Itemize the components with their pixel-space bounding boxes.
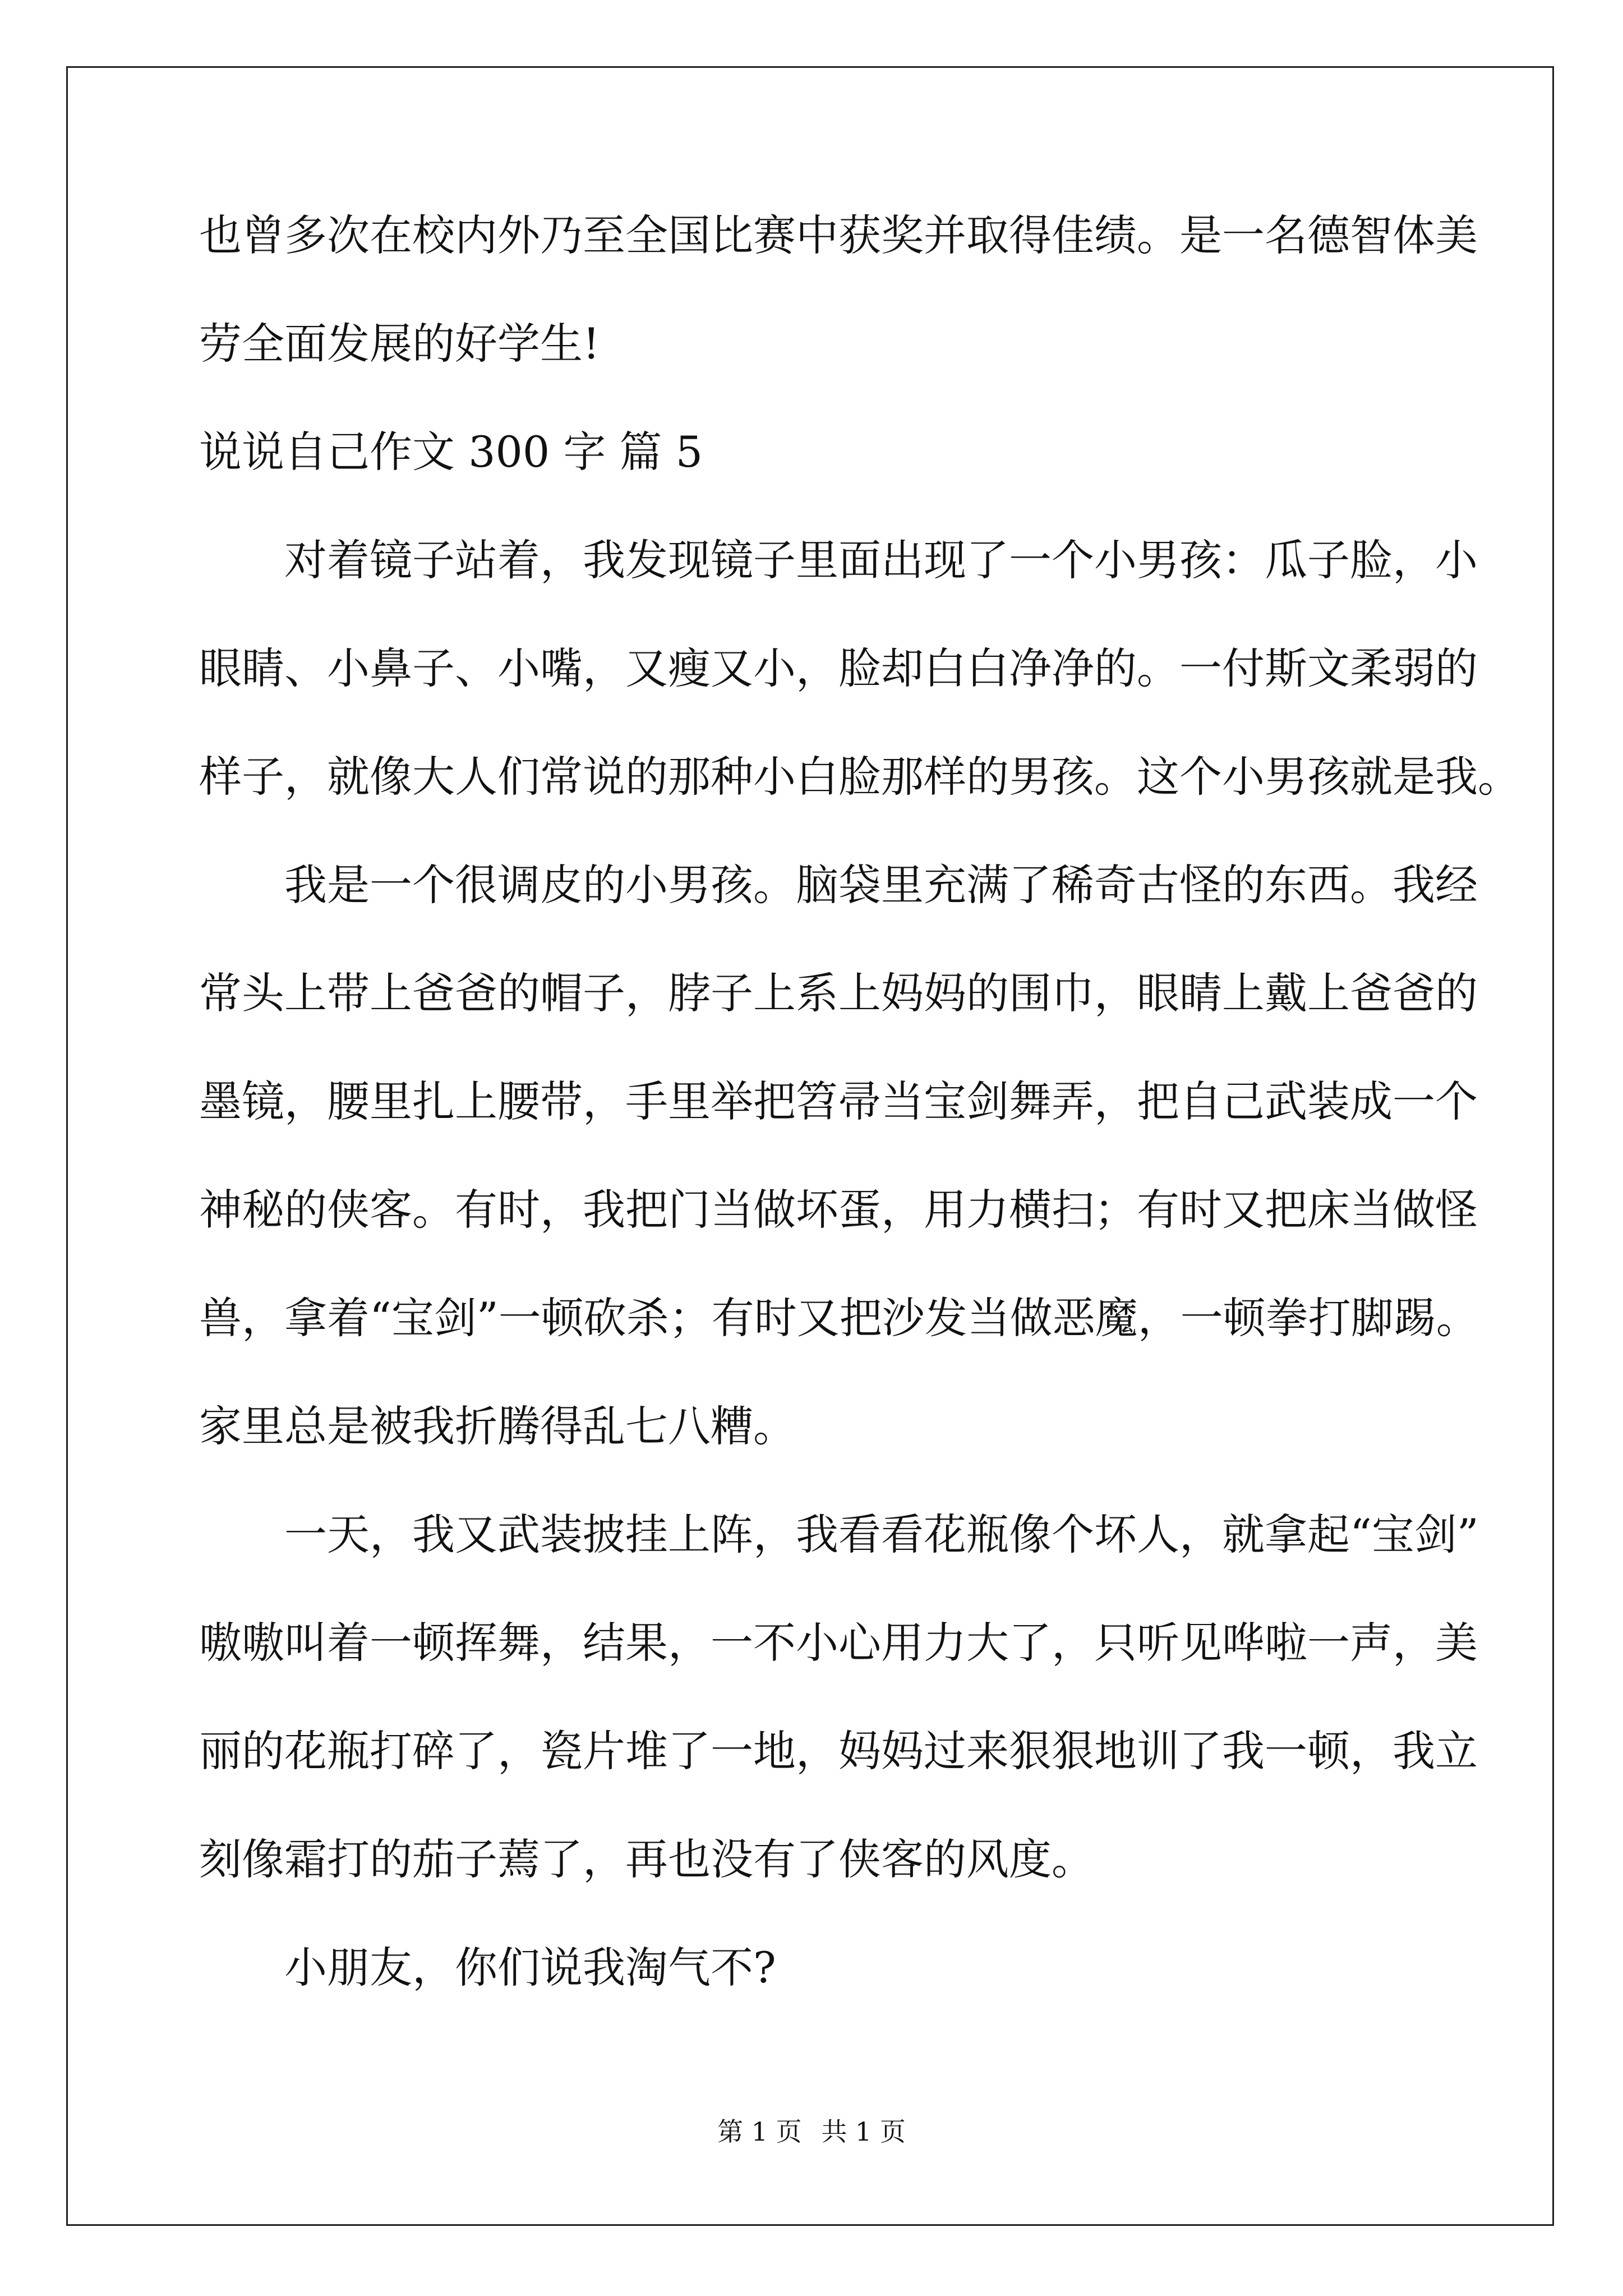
text-line: 劳全面发展的好学生! xyxy=(199,319,600,369)
text-line: 家里总是被我折腾得乱七八糟。 xyxy=(199,1401,796,1451)
text-line: 眼睛、小鼻子、小嘴，又瘦又小，脸却白白净净的。一付斯文柔弱的 xyxy=(199,643,1478,693)
text-line: 嗷嗷叫着一顿挥舞，结果，一不小心用力大了，只听见哗啦一声，美 xyxy=(199,1618,1478,1668)
paragraph-start-line: 一天，我又武装披挂上阵，我看看花瓶像个坏人，就拿起“宝剑” xyxy=(284,1510,1479,1559)
section-heading: 说说自己作文 300 字 篇 5 xyxy=(199,427,703,477)
text-line: 丽的花瓶打碎了，瓷片堆了一地，妈妈过来狠狠地训了我一顿，我立 xyxy=(199,1726,1478,1776)
text-line: 也曾多次在校内外乃至全国比赛中获奖并取得佳绩。是一名德智体美 xyxy=(199,210,1478,260)
text-line: 神秘的侠客。有时，我把门当做坏蛋，用力横扫；有时又把床当做怪 xyxy=(199,1185,1478,1235)
text-line: 墨镜，腰里扎上腰带，手里举把笤帚当宝剑舞弄，把自己武装成一个 xyxy=(199,1076,1478,1126)
text-line: 样子，就像大人们常说的那种小白脸那样的男孩。这个小男孩就是我。 xyxy=(199,752,1520,802)
text-line: 兽，拿着“宝剑”一顿砍杀；有时又把沙发当做恶魔，一顿拳打脚踢。 xyxy=(199,1293,1479,1343)
page-number: 第 1 页 xyxy=(717,2116,802,2147)
paragraph-start-line: 对着镜子站着，我发现镜子里面出现了一个小男孩：瓜子脸，小 xyxy=(284,535,1478,585)
paragraph-start-line: 小朋友，你们说我淘气不? xyxy=(284,1943,776,1993)
page-footer xyxy=(0,2115,1623,2148)
text-line: 常头上带上爸爸的帽子，脖子上系上妈妈的围巾，眼睛上戴上爸爸的 xyxy=(199,968,1478,1018)
document-body xyxy=(199,208,1520,2048)
text-line: 刻像霜打的茄子蔫了，再也没有了侠客的风度。 xyxy=(199,1834,1094,1884)
page-total: 共 1 页 xyxy=(821,2116,906,2147)
paragraph-start-line: 我是一个很调皮的小男孩。脑袋里充满了稀奇古怪的东西。我经 xyxy=(284,860,1478,910)
